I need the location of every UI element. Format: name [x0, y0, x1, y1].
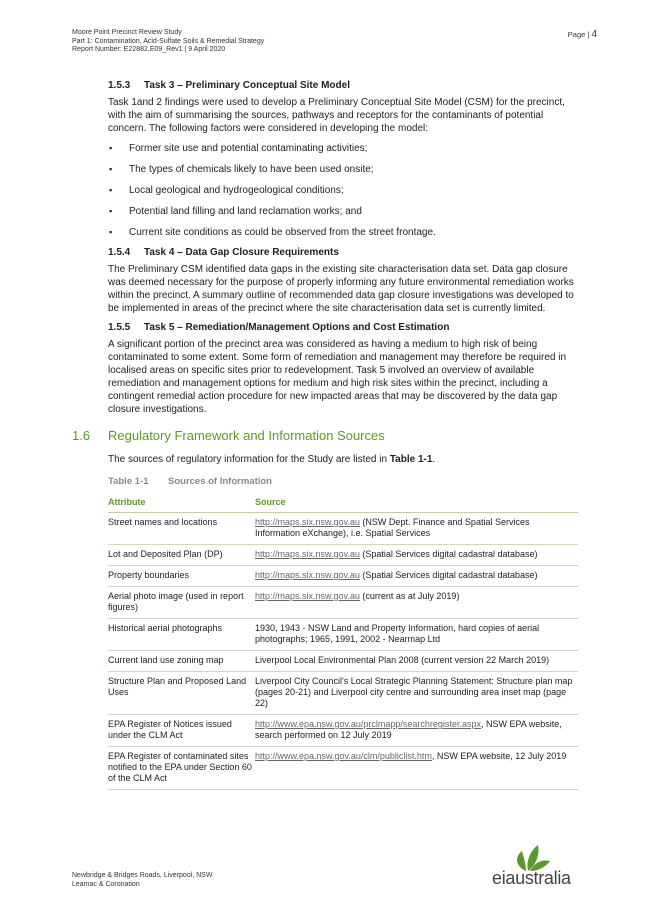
section-title: Task 3 – Preliminary Conceptual Site Model	[144, 80, 350, 91]
footer-client: Leamac & Coronation	[72, 880, 140, 888]
paragraph: The Preliminary CSM identified data gaps in the existing site characterisation data set. Data gap closure was deemed necessary for the purpose of properly informing any future environmental remediation works within the precinct. A summary outline of recommended data gap closure investigations was developed to be implemented in areas of the precinct where the site characterisation data set is currently limited.	[108, 264, 574, 314]
table-row	[108, 587, 578, 619]
attribute-cell: EPA Register of Notices issued under the CLM Act	[108, 715, 255, 747]
attribute-cell: Street names and locations	[108, 513, 255, 545]
attribute-cell: Historical aerial photographs	[108, 619, 255, 651]
header-report-number: Report Number: E22882.E09_Rev1 | 9 April 2020	[72, 46, 226, 54]
source-link[interactable]: http://maps.six.nsw.gov.au	[255, 517, 360, 527]
source-link[interactable]: http://maps.six.nsw.gov.au	[255, 591, 360, 601]
source-link[interactable]: http://maps.six.nsw.gov.au	[255, 570, 360, 580]
source-cell	[255, 747, 578, 790]
section-number: 1.5.3	[108, 80, 131, 91]
table-title: Sources of Information	[168, 476, 272, 487]
source-text: Liverpool City Council's Local Strategic Planning Statement: Structure plan map (pages 20-21) and Liverpool city centre and surrounding area inset map (page 22)	[255, 676, 573, 708]
page-label: Page |	[567, 30, 592, 39]
table-reference: Table 1-1	[389, 454, 433, 465]
source-link[interactable]: http://www.epa.nsw.gov.au/clm/publiclist.htm	[255, 751, 432, 761]
section-number: 1.6	[72, 428, 91, 443]
column-header: Attribute	[108, 493, 255, 513]
factor-list	[108, 142, 578, 239]
table-row	[108, 566, 578, 587]
list-item: ▪ Local geological and hydrogeological conditions;	[108, 184, 578, 197]
table-row	[108, 545, 578, 566]
source-text: (Spatial Services digital cadastral database)	[359, 549, 538, 559]
paragraph: A significant portion of the precinct area was considered as having a medium to high risk of being contaminated to some extent. Some form of remediation and management may therefore be required in localised areas on specific sites prior to redevelopment. Task 5 involved an overview of available remediation and management options for medium and high risk sites within the precinct, including a contingent remedial action procedure for new impacted areas that may be discovered by the data gap closure investigations.	[108, 339, 567, 415]
source-text: , NSW EPA website, 12 July 2019	[431, 751, 567, 761]
source-text: (current as at July 2019)	[359, 591, 460, 601]
section-heading-1-5-4	[108, 247, 578, 258]
section-heading-1-6	[72, 428, 542, 443]
footer-location: Newbridge & Bridges Roads, Liverpool, NSW	[72, 872, 213, 879]
source-cell	[255, 651, 578, 672]
attribute-cell: Property boundaries	[108, 566, 255, 587]
eiaustralia-logo	[492, 843, 596, 893]
text: .	[432, 454, 436, 465]
attribute-cell: Structure Plan and Proposed Land Uses	[108, 672, 255, 715]
section-heading-1-5-5	[108, 322, 578, 333]
source-link[interactable]: http://maps.six.nsw.gov.au	[255, 549, 360, 559]
source-cell	[255, 715, 578, 747]
attribute-cell: EPA Register of contaminated sites notified to the EPA under Section 60 of the CLM Act	[108, 747, 255, 790]
page-number	[568, 29, 597, 40]
table-number: Table 1-1	[108, 476, 149, 487]
table-row	[108, 619, 578, 651]
source-cell	[255, 566, 578, 587]
page-header	[72, 29, 264, 55]
source-link[interactable]: http://www.epa.nsw.gov.au/prclmapp/searchregister.aspx	[255, 719, 481, 729]
section-heading-1-5-3	[108, 80, 578, 91]
section-title: Task 5 – Remediation/Management Options and Cost Estimation	[144, 322, 450, 333]
page-number-value: 4	[591, 29, 597, 40]
section-title: Regulatory Framework and Information Sources	[108, 428, 385, 443]
table-caption	[108, 476, 578, 487]
source-text: Liverpool Local Environmental Plan 2008 (current version 22 March 2019)	[255, 655, 550, 665]
section-title: Task 4 – Data Gap Closure Requirements	[144, 247, 339, 258]
table-row	[108, 672, 578, 715]
text: The sources of regulatory information for the Study are listed in	[108, 454, 390, 465]
header-study-title: Moore Point Precinct Review Study	[72, 29, 182, 36]
source-cell	[255, 513, 578, 545]
table-header-row	[108, 493, 578, 513]
section-number: 1.5.5	[108, 322, 131, 333]
list-item: ▪ The types of chemicals likely to have been used onsite;	[108, 163, 578, 176]
main-content	[72, 80, 578, 790]
header-part: Part 1: Contamination, Acid-Sulfate Soils & Remedial Strategy	[72, 37, 265, 45]
source-cell	[255, 672, 578, 715]
logo-text: eiaustralia	[492, 868, 571, 888]
paragraph	[108, 453, 578, 466]
source-text: (Spatial Services digital cadastral database)	[359, 570, 538, 580]
source-text: 1930, 1943 - NSW Land and Property Information, hard copies of aerial photographs; 1965, 1991, 2002 - Nearmap Ltd	[255, 623, 540, 644]
source-text: (NSW Dept. Finance and Spatial Services Information eXchange), i.e. Spatial Services	[255, 517, 530, 538]
attribute-cell: Lot and Deposited Plan (DP)	[108, 545, 255, 566]
paragraph: Task 1and 2 findings were used to develop a Preliminary Conceptual Site Model (CSM) for the precinct, with the aim of summarising the sources, pathways and receptors for the contaminants of potential concern. The following factors were considered in developing the model:	[108, 97, 565, 134]
table-row	[108, 513, 578, 545]
attribute-cell: Current land use zoning map	[108, 651, 255, 672]
attribute-cell: Aerial photo image (used in report figures)	[108, 587, 255, 619]
list-item: ▪ Former site use and potential contaminating activities;	[108, 142, 578, 155]
source-cell	[255, 545, 578, 566]
table-row	[108, 651, 578, 672]
table-row	[108, 715, 578, 747]
column-header: Source	[255, 493, 578, 513]
table-row	[108, 747, 578, 790]
list-item: ▪ Potential land filling and land reclamation works; and	[108, 205, 578, 218]
sources-table	[108, 493, 578, 790]
section-number: 1.5.4	[108, 247, 131, 258]
source-cell	[255, 587, 578, 619]
page-footer	[72, 872, 212, 889]
source-text: , NSW EPA website, search performed on 12 July 2019	[255, 719, 562, 740]
list-item: ▪ Current site conditions as could be observed from the street frontage.	[108, 226, 578, 239]
source-cell	[255, 619, 578, 651]
